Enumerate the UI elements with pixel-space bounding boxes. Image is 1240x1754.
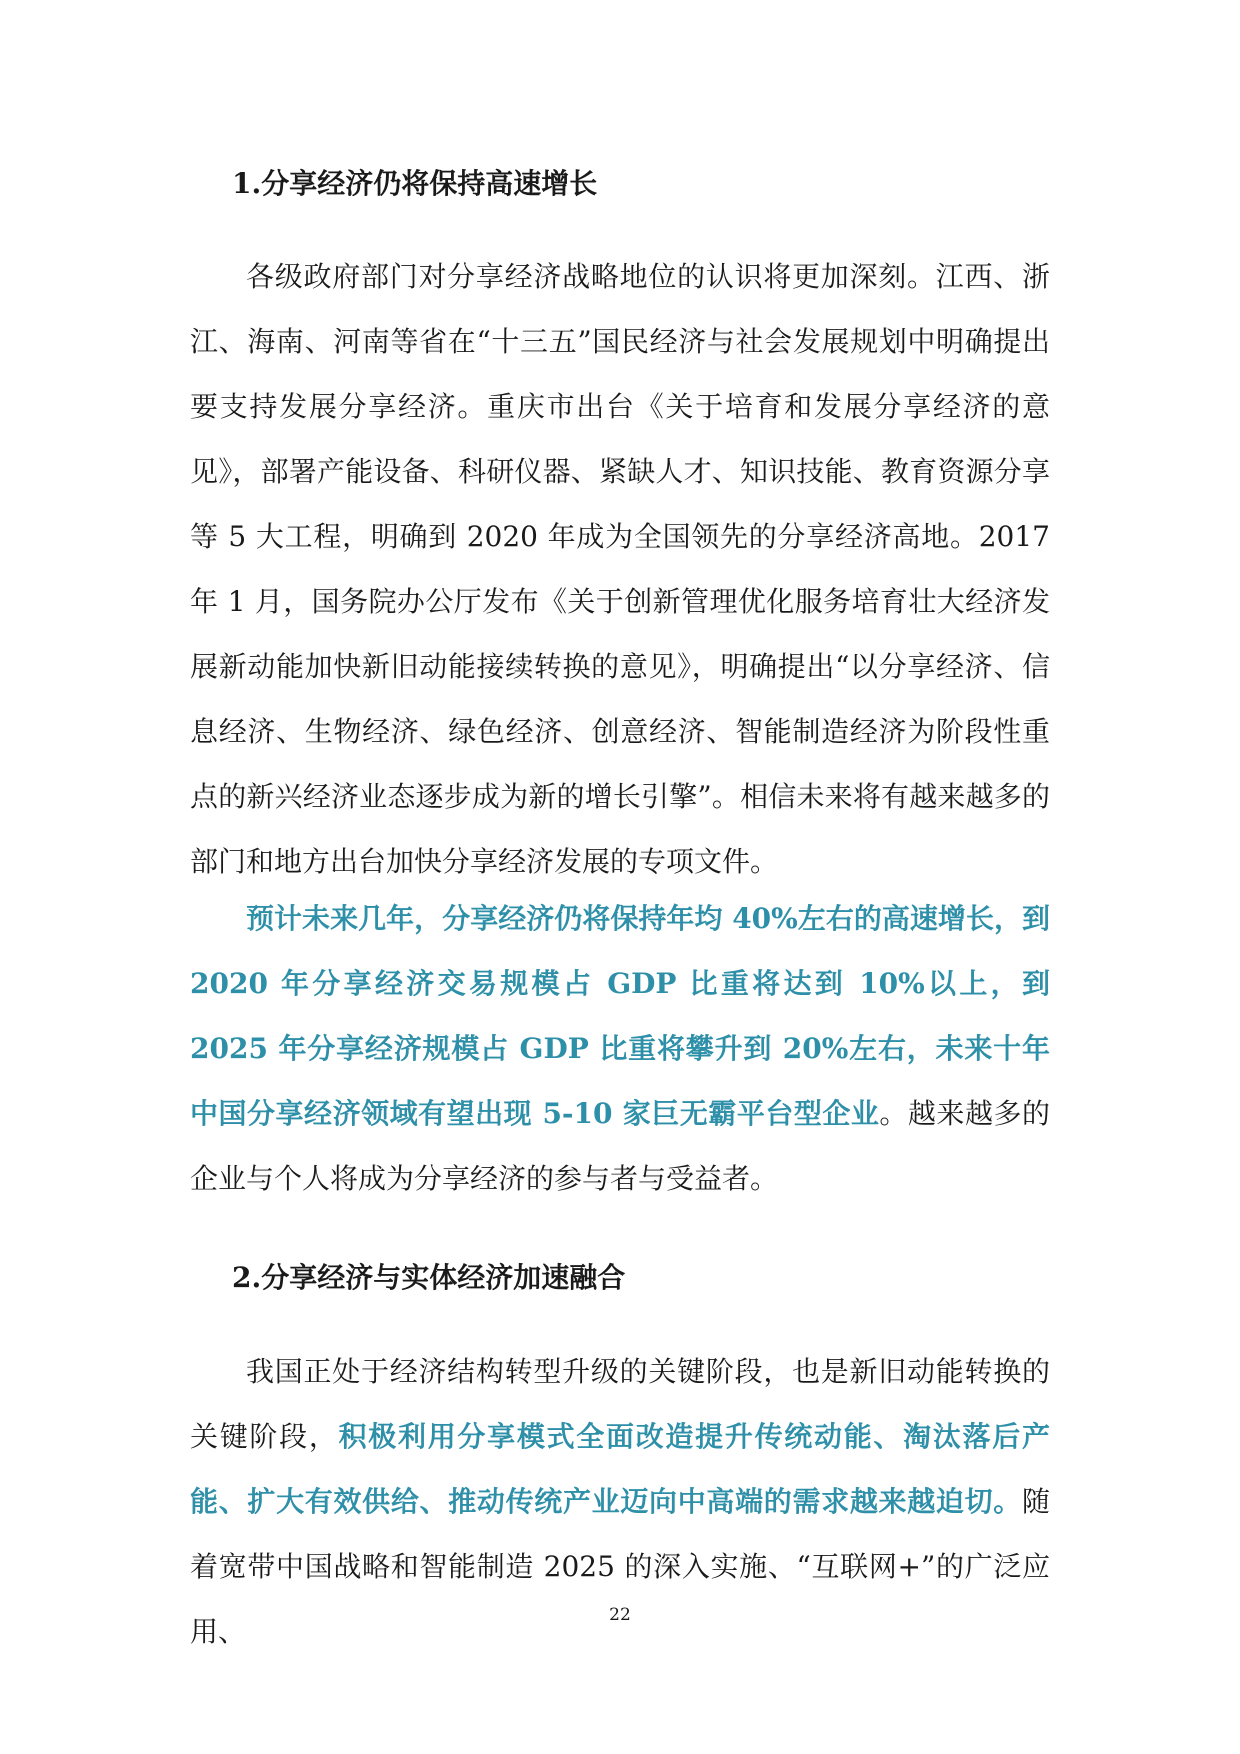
section-2-heading: 2.分享经济与实体经济加速融合 [232,1261,626,1294]
page-number: 22 [609,1605,631,1625]
paragraph-2-remainder: 。越来越多的企业与个人将成为分享经济的参与者与受益者。 [190,1097,1050,1195]
section-1-paragraph-1: 各级政府部门对分享经济战略地位的认识将更加深刻。江西、浙江、海南、河南等省在“十三五”国民经济与社会发展规划中明确提出要支持发展分享经济。重庆市出台《关于培育和发展分享经济的意见》，部署产能设备、科研仪器、紧缺人才、知识技能、教育资源分享等 5 大工程，明确到 2020 年成为全国领先的分享经济高地。2017 年 1 月，国务院办公厅发布《关于创新管理优化服务培育壮大经济发展新动能加快新旧动能接续转换的意见》，明确提出“以分享经济、信息经济、生物经济、绿色经济、创意经济、智能制造经济为阶段性重点的新兴经济业态逐步成为新的增长引擎”。相信未来将有越来越多的部门和地方出台加快分享经济发展的专项文件。 [190,260,1050,878]
highlighted-transformation-text: 积极利用分享模式全面改造提升传统动能、淘汰落后产能、扩大有效供给、推动传统产业迈向中高端的需求越来越迫切。 [190,1420,1050,1518]
paragraph-3-remainder: 随着宽带中国战略和智能制造 2025 的深入实施、“互联网+”的广泛应用、 [190,1485,1050,1648]
section-1-heading: 1.分享经济仍将保持高速增长 [232,167,598,200]
paragraph-3-start: 我国正处于经济结构转型升级的关键阶段，也是新旧动能转换的关键阶段， [190,1355,1050,1453]
highlighted-forecast-text: 预计未来几年，分享经济仍将保持年均 40%左右的高速增长，到 2020 年分享经济交易规模占 GDP 比重将达到 10%以上，到 2025 年分享经济规模占 GDP 比重将攀升到 20%左右，未来十年中国分享经济领域有望出现 5-10 家巨无霸平台型企业 [190,902,1050,1130]
section-1-paragraph-2 [190,886,1050,1211]
